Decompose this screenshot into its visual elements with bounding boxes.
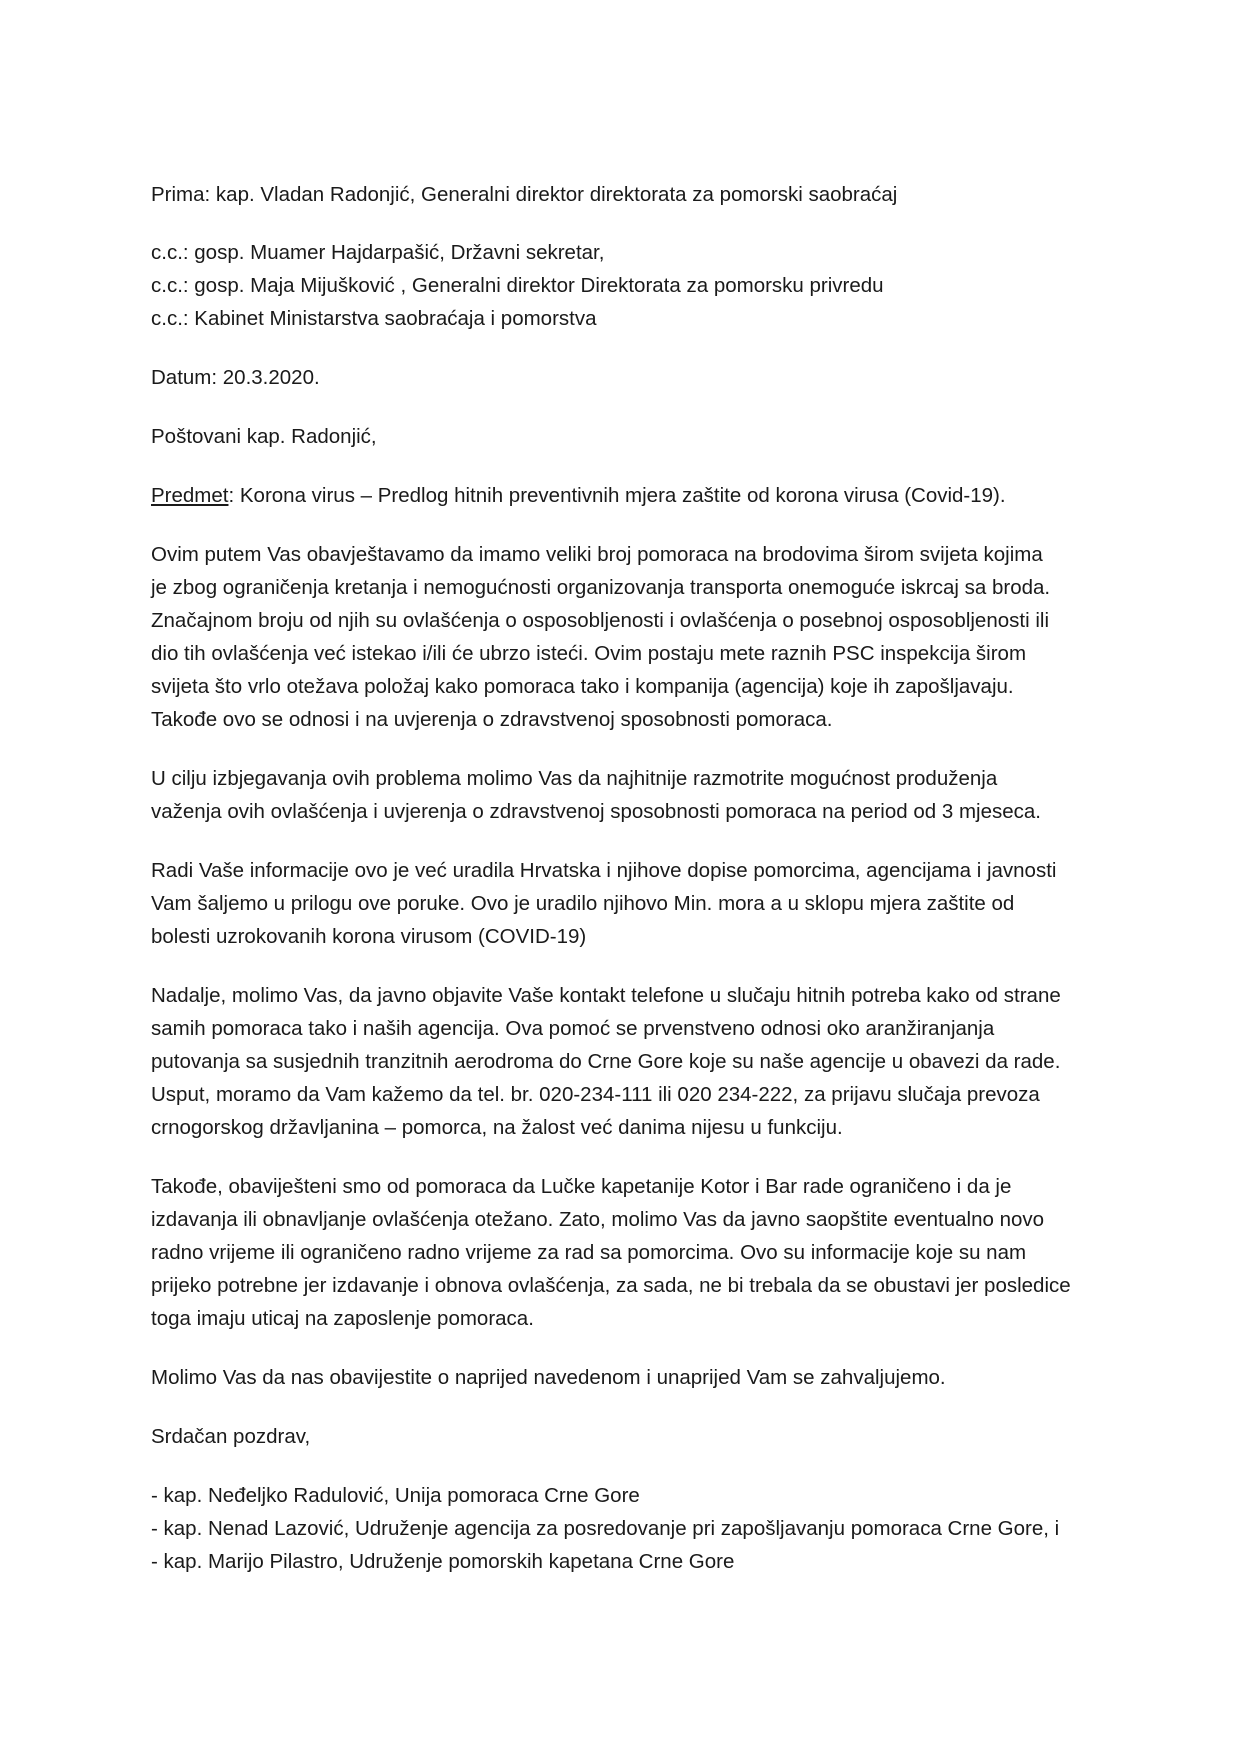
paragraph-line: Radi Vaše informacije ovo je već uradila Hrvatska i njihove dopise pomorcima, agencijama i javnosti: [151, 859, 1057, 882]
paragraph-line: Molimo Vas da nas obavijestite o naprijed navedenom i unaprijed Vam se zahvaljujemo.: [151, 1366, 946, 1389]
paragraph-line: prijeko potrebne jer izdavanje i obnova ovlašćenja, za sada, ne bi trebala da se obustavi jer posledice: [151, 1274, 1071, 1297]
paragraph-request-extension: [151, 762, 1101, 828]
recipient-line: [151, 178, 1101, 211]
paragraph-line: putovanja sa susjednih tranzitnih aerodroma do Crne Gore koje su naše agencije u obavezi da rade.: [151, 1050, 1061, 1073]
paragraph-line: je zbog ograničenja kretanja i nemogućnosti organizovanja transporta onemoguće iskrcaj sa broda.: [151, 576, 1051, 599]
paragraph-line: Ovim putem Vas obavještavamo da imamo veliki broj pomoraca na brodovima širom svijeta kojima: [151, 543, 1043, 566]
signatory-line: - kap. Marijo Pilastro, Udruženje pomorskih kapetana Crne Gore: [151, 1550, 735, 1573]
paragraph-line: radno vrijeme ili ograničeno radno vrijeme za rad sa pomorcima. Ovo su informacije koje su nam: [151, 1241, 1027, 1264]
paragraph-line: crnogorskog državljanina – pomorca, na žalost već danima nijesu u funkciju.: [151, 1116, 843, 1139]
paragraph-line: dio tih ovlašćenja već istekao i/ili će ubrzo isteći. Ovim postaju mete raznih PSC inspekcija širom: [151, 642, 1027, 665]
paragraph-line: važenja ovih ovlašćenja i uvjerenja o zdravstvenoj sposobnosti pomoraca na period od 3 mjeseca.: [151, 800, 1041, 823]
subject-text: : Korona virus – Predlog hitnih preventivnih mjera zaštite od korona virusa (Covid-19).: [228, 484, 1006, 507]
paragraph-line: U cilju izbjegavanja ovih problema molimo Vas da najhitnije razmotrite mogućnost produženja: [151, 767, 998, 790]
cc-line: c.c.: Kabinet Ministarstva saobraćaja i pomorstva: [151, 307, 597, 330]
paragraph-line: Nadalje, molimo Vas, da javno objavite Vaše kontakt telefone u slučaju hitnih potreba kako od strane: [151, 984, 1061, 1007]
letter-page: [151, 178, 1101, 1578]
paragraph-line: svijeta što vrlo otežava položaj kako pomoraca tako i kompanija (agencija) koje ih zapošljavaju.: [151, 675, 1014, 698]
cc-line: c.c.: gosp. Muamer Hajdarpašić, Državni sekretar,: [151, 241, 605, 264]
paragraph-line: Usput, moramo da Vam kažemo da tel. br. 020-234-111 ili 020 234-222, za prijavu slučaja prevoza: [151, 1083, 1040, 1106]
paragraph-harbour-offices: [151, 1170, 1101, 1335]
paragraph-line: Vam šaljemo u prilogu ove poruke. Ovo je uradilo njihovo Min. mora a u sklopu mjera zaštite od: [151, 892, 1015, 915]
cc-line: c.c.: gosp. Maja Mijušković , Generalni direktor Direktorata za pomorsku privredu: [151, 274, 884, 297]
closing-line: [151, 1420, 1101, 1453]
paragraph-line: Značajnom broju od njih su ovlašćenja o osposobljenosti i ovlašćenja o posebnoj osposobljenosti ili: [151, 609, 1049, 632]
subject-line: [151, 479, 1101, 512]
paragraph-contact-phones: [151, 979, 1101, 1144]
signatory-line: - kap. Neđeljko Radulović, Unija pomoraca Crne Gore: [151, 1484, 640, 1507]
salutation-text: Poštovani kap. Radonjić,: [151, 425, 377, 448]
paragraph-line: bolesti uzrokovanih korona virusom (COVID-19): [151, 925, 587, 948]
date-text: Datum: 20.3.2020.: [151, 366, 320, 389]
paragraph-line: samih pomoraca tako i naših agencija. Ova pomoć se prvenstveno odnosi oko aranžiranjanja: [151, 1017, 995, 1040]
subject-label: Predmet: [151, 484, 229, 507]
recipient-text: Prima: kap. Vladan Radonjić, Generalni direktor direktorata za pomorski saobraćaj: [151, 183, 898, 206]
paragraph-line: Takođe, obaviješteni smo od pomoraca da Lučke kapetanije Kotor i Bar rade ograničeno i da je: [151, 1175, 1012, 1198]
paragraph-line: izdavanja ili obnavljanje ovlašćenja otežano. Zato, molimo Vas da javno saopštite eventualno novo: [151, 1208, 1045, 1231]
signatory-line: - kap. Nenad Lazović, Udruženje agencija za posredovanje pri zapošljavanju pomoraca Crne Gore, i: [151, 1517, 1060, 1540]
closing-text: Srdačan pozdrav,: [151, 1425, 311, 1448]
cc-list: [151, 236, 1101, 335]
paragraph-croatia-info: [151, 854, 1101, 953]
paragraph-line: toga imaju uticaj na zaposlenje pomoraca.: [151, 1307, 534, 1330]
signatories-list: [151, 1479, 1101, 1578]
paragraph-thanks: [151, 1361, 1101, 1394]
paragraph-notification: [151, 538, 1101, 736]
salutation-line: [151, 420, 1101, 453]
date-line: [151, 361, 1101, 394]
paragraph-line: Takođe ovo se odnosi i na uvjerenja o zdravstvenoj sposobnosti pomoraca.: [151, 708, 833, 731]
